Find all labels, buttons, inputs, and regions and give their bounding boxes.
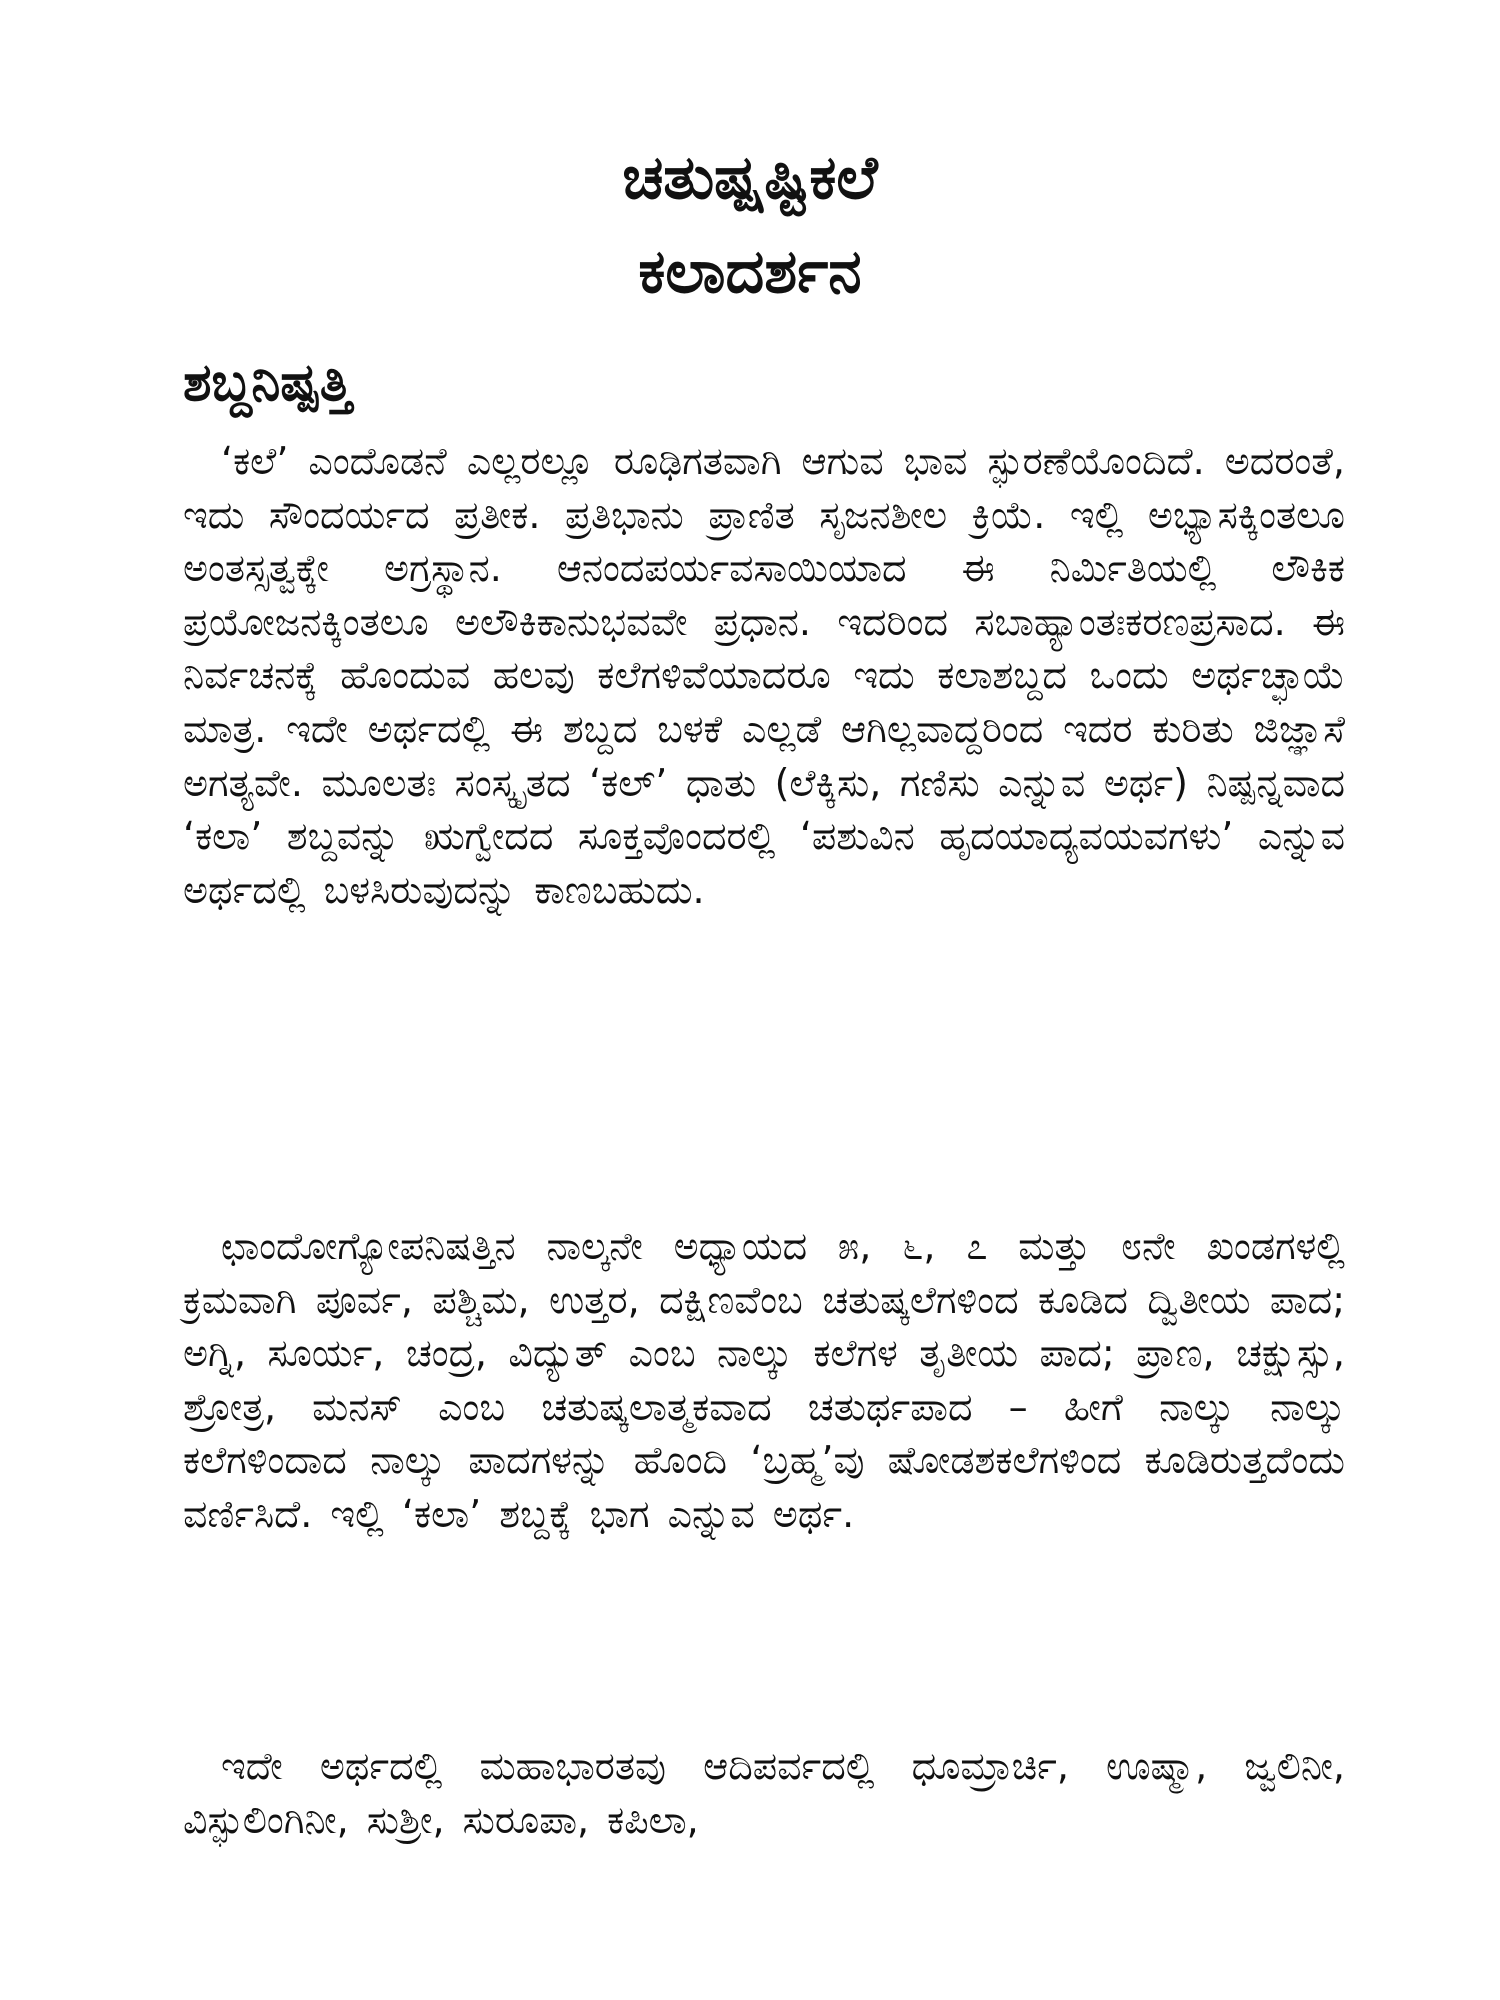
page-title: ಚತುಷ್ಷಷ್ಟಿಕಲೆ (622, 143, 878, 213)
paragraph-1: ‘ಕಲೆ’ ಎಂದೊಡನೆ ಎಲ್ಲರಲ್ಲೂ ರೂಢಿಗತವಾಗಿ ಆಗುವ ಭಾವ ಸ್ಫುರಣೆಯೊಂದಿದೆ. ಅದರಂತೆ, ಇದು ಸೌಂದರ್ಯದ ಪ್ರತೀಕ. ಪ್ರತಿಭಾನು ಪ್ರಾಣಿತ ಸೃಜನಶೀಲ ಕ್ರಿಯೆ. ಇಲ್ಲಿ ಅಭ್ಯಾಸಕ್ಕಿಂತಲೂ ಅಂತಸ್ಸತ್ವಕ್ಕೇ ಅಗ್ರಸ್ಥಾನ. ಆನಂದಪರ್ಯವಸಾಯಿಯಾದ ಈ ನಿರ್ಮಿತಿಯಲ್ಲಿ ಲೌಕಿಕ ಪ್ರಯೋಜನಕ್ಕಿಂತಲೂ ಅಲೌಕಿಕಾನುಭವವೇ ಪ್ರಧಾನ. ಇದರಿಂದ ಸಬಾಹ್ಯಾಂತಃಕರಣಪ್ರಸಾದ. ಈ ನಿರ್ವಚನಕ್ಕೆ ಹೊಂದುವ ಹಲವು ಕಲೆಗಳಿವೆಯಾದರೂ ಇದು ಕಲಾಶಬ್ದದ ಒಂದು ಅರ್ಥಚ್ಛಾಯೆ ಮಾತ್ರ. ಇದೇ ಅರ್ಥದಲ್ಲಿ ಈ ಶಬ್ದದ ಬಳಕೆ ಎಲ್ಲಡೆ ಆಗಿಲ್ಲವಾದ್ದರಿಂದ ಇದರ ಕುರಿತು ಜಿಜ್ಞಾಸೆ ಅಗತ್ಯವೇ. ಮೂಲತಃ ಸಂಸ್ಕೃತದ ‘ಕಲ್’ ಧಾತು (ಲೆಕ್ಕಿಸು, ಗಣಿಸು ಎನ್ನುವ ಅರ್ಥ) ನಿಷ್ಪನ್ನವಾದ ‘ಕಲಾ’ ಶಬ್ದವನ್ನು ಋಗ್ವೇದದ ಸೂಕ್ತವೊಂದರಲ್ಲಿ ‘ಪಶುವಿನ ಹೃದಯಾದ್ಯವಯವಗಳು’ ಎನ್ನುವ ಅರ್ಥದಲ್ಲಿ ಬಳಸಿರುವುದನ್ನು ಕಾಣಬಹುದು. (183, 439, 1345, 912)
page-subtitle: ಕಲಾದರ್ಶನ (638, 237, 862, 307)
section-heading: ಶಬ್ದನಿಷ್ಪತ್ತಿ (183, 353, 352, 413)
paragraph-2: ಛಾಂದೋಗ್ಯೋಪನಿಷತ್ತಿನ ನಾಲ್ಕನೇ ಅಧ್ಯಾಯದ ೫, ೬, ೭ ಮತ್ತು ೮ನೇ ಖಂಡಗಳಲ್ಲಿ ಕ್ರಮವಾಗಿ ಪೂರ್ವ, ಪಶ್ಚಿಮ, ಉತ್ತರ, ದಕ್ಷಿಣವೆಂಬ ಚತುಷ್ಕಲೆಗಳಿಂದ ಕೂಡಿದ ದ್ವಿತೀಯ ಪಾದ; ಅಗ್ನಿ, ಸೂರ್ಯ, ಚಂದ್ರ, ವಿದ್ಯುತ್ ಎಂಬ ನಾಲ್ಕು ಕಲೆಗಳ ತೃತೀಯ ಪಾದ; ಪ್ರಾಣ, ಚಕ್ಷುಸ್ಸು, ಶ್ರೋತ್ರ, ಮನಸ್ ಎಂಬ ಚತುಷ್ಕಲಾತ್ಮಕವಾದ ಚತುರ್ಥಪಾದ – ಹೀಗೆ ನಾಲ್ಕು ನಾಲ್ಕು ಕಲೆಗಳಿಂದಾದ ನಾಲ್ಕು ಪಾದಗಳನ್ನು ಹೊಂದಿ ‘ಬ್ರಹ್ಮ’ವು ಷೋಡಶಕಲೆಗಳಿಂದ ಕೂಡಿರುತ್ತದೆಂದು ವರ್ಣಿಸಿದೆ. ಇಲ್ಲಿ ‘ಕಲಾ’ ಶಬ್ದಕ್ಕೆ ಭಾಗ ಎನ್ನುವ ಅರ್ಥ. (183, 1224, 1345, 1536)
paragraph-3: ಇದೇ ಅರ್ಥದಲ್ಲಿ ಮಹಾಭಾರತವು ಆದಿಪರ್ವದಲ್ಲಿ ಧೂಮ್ರಾರ್ಚಿ, ಊಷ್ಮಾ, ಜ್ವಲಿನೀ, ವಿಸ್ಫುಲಿಂಗಿನೀ, ಸುಶ್ರೀ, ಸುರೂಪಾ, ಕಪಿಲಾ, (183, 1744, 1345, 1842)
